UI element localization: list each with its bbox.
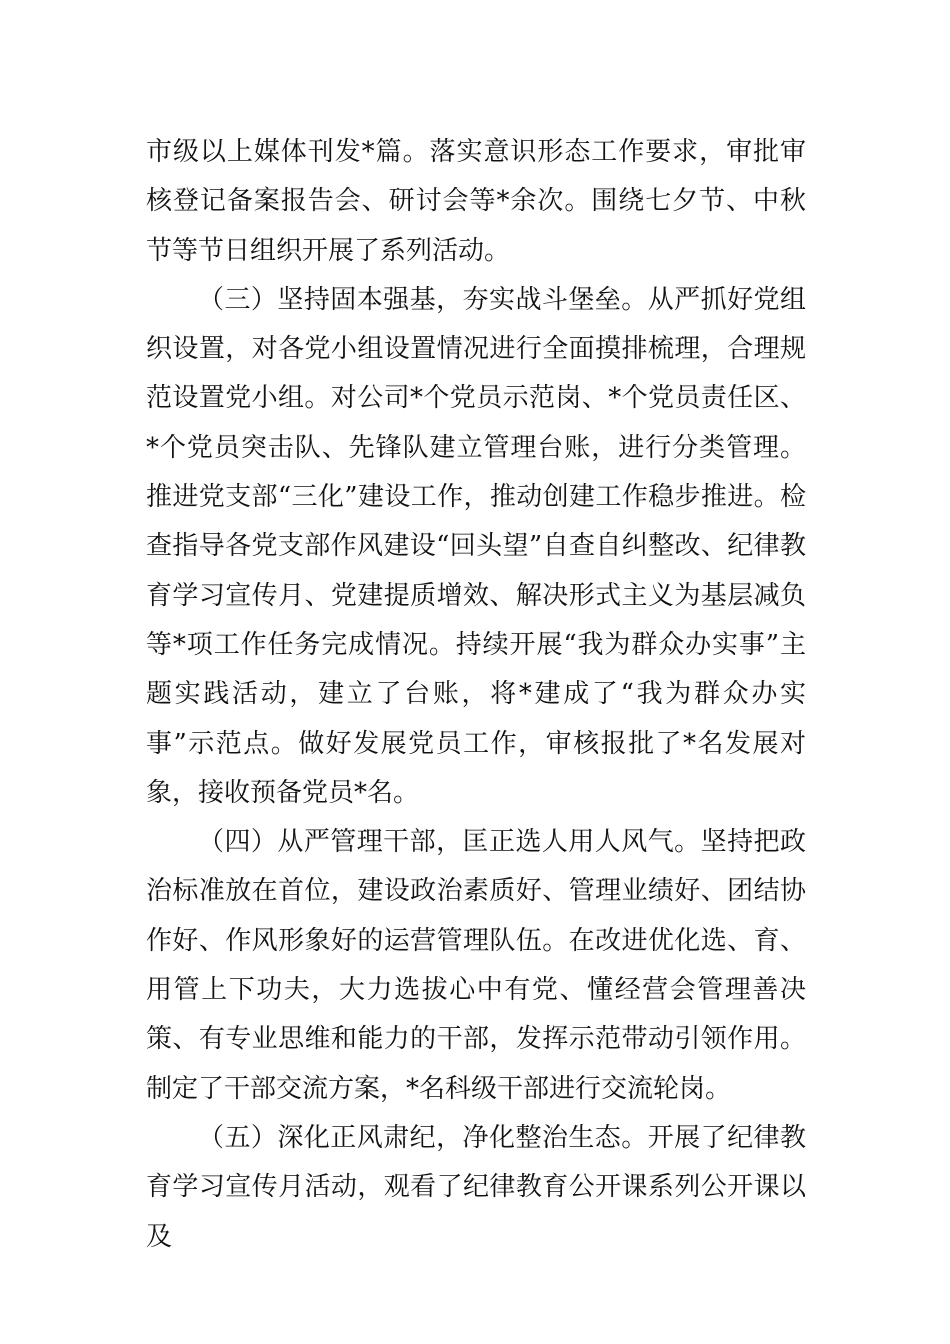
paragraph-section-three: （三）坚持固本强基，夯实战斗堡垒。从严抓好党组织设置，对各党小组设置情况进行全面摸排梳理，合理规范设置党小组。对公司*个党员示范岗、*个党员责任区、*个党员突击队、先锋队建立管理台账，进行分类管理。推进党支部“三化”建设工作，推动创建工作稳步推进。检查指导各党支部作风建设“回头望”自查自纠整改、纪律教育学习宣传月、党建提质增效、解决形式主义为基层减负等*项工作任务完成情况。持续开展“我为群众办实事”主题实践活动，建立了台账，将*建成了“我为群众办实事”示范点。做好发展党员工作，审核报批了*名发展对象，接收预备党员*名。 <box>146 284 806 808</box>
paragraph-continued: 市级以上媒体刊发*篇。落实意识形态工作要求，审批审核登记备案报告会、研讨会等*余次。围绕七夕节、中秋节等节日组织开展了系列活动。 <box>146 137 806 266</box>
document-body <box>146 128 806 1262</box>
paragraph-section-four: （四）从严管理干部，匡正选人用人风气。坚持把政治标准放在首位，建设政治素质好、管理业绩好、团结协作好、作风形象好的运营管理队伍。在改进优化选、育、用管上下功夫，大力选拔心中有党、懂经营会管理善决策、有专业思维和能力的干部，发挥示范带动引领作用。制定了干部交流方案，*名科级干部进行交流轮岗。 <box>146 827 806 1104</box>
paragraph-section-five: （五）深化正风肃纪，净化整治生态。开展了纪律教育学习宣传月活动，观看了纪律教育公开课系列公开课以及 <box>146 1122 806 1252</box>
